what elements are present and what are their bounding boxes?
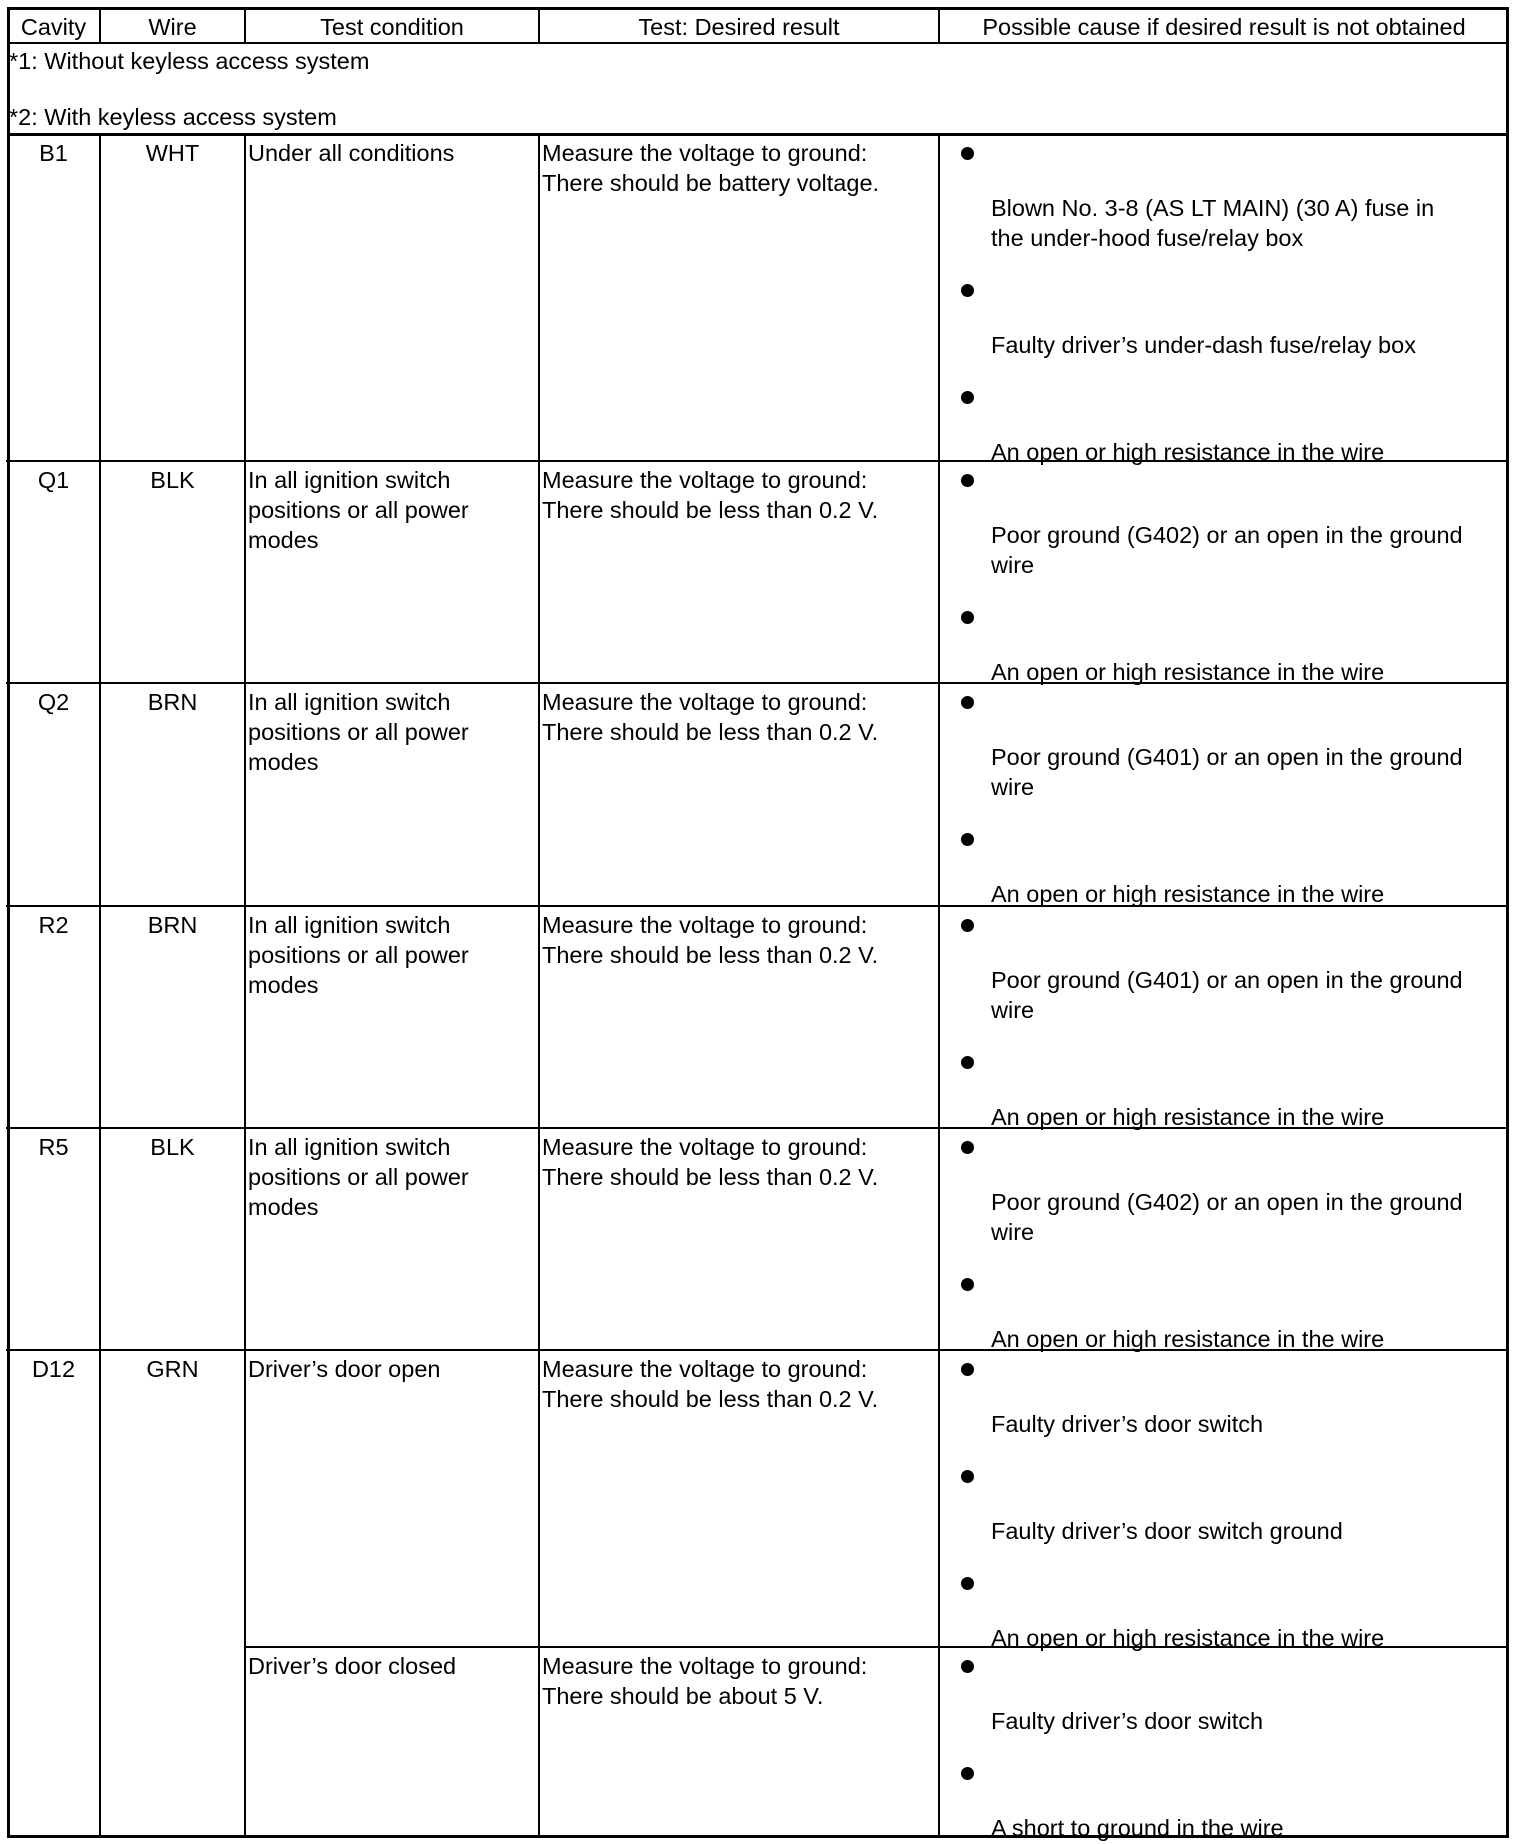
test-condition-text: modes xyxy=(248,527,319,553)
cavity-cell: R5 xyxy=(38,1134,69,1160)
desired-result-text: There should be less than 0.2 V. xyxy=(542,1386,879,1412)
header-column-divider xyxy=(538,7,540,43)
column-divider xyxy=(99,906,101,1128)
test-condition-text: Driver’s door open xyxy=(248,1356,441,1382)
cavity-cell: B1 xyxy=(39,140,68,166)
possible-cause-text: Faulty driver’s door switch ground xyxy=(991,1518,1343,1544)
test-condition-text: modes xyxy=(248,972,319,998)
bullet-icon xyxy=(961,696,974,709)
desired-result-text: Measure the voltage to ground: xyxy=(542,467,868,493)
test-condition-text: In all ignition switch xyxy=(248,689,451,715)
test-condition-text: Driver’s door closed xyxy=(248,1653,457,1679)
bullet-icon xyxy=(961,1660,974,1673)
column-divider xyxy=(938,1350,940,1647)
test-condition-text: modes xyxy=(248,749,319,775)
bullet-icon xyxy=(961,611,974,624)
bullet-icon xyxy=(961,284,974,297)
header-column-divider xyxy=(244,7,246,43)
wire-cell: BRN xyxy=(147,689,198,715)
column-divider xyxy=(538,461,540,683)
column-header: Cavity xyxy=(20,14,87,40)
bullet-icon xyxy=(961,1767,974,1780)
column-divider xyxy=(938,461,940,683)
column-divider xyxy=(244,1350,246,1647)
wire-cell: BRN xyxy=(147,912,198,938)
possible-cause-text: Faulty driver’s door switch xyxy=(991,1708,1264,1734)
column-divider xyxy=(938,134,940,461)
column-divider xyxy=(938,683,940,906)
notes-divider xyxy=(7,133,1509,136)
test-condition-text: positions or all power xyxy=(248,719,469,745)
possible-cause-text: An open or high resistance in the wire xyxy=(991,659,1385,685)
bullet-icon xyxy=(961,147,974,160)
header-divider xyxy=(7,42,1509,44)
cavity-cell: D12 xyxy=(31,1356,76,1382)
test-condition-text: In all ignition switch xyxy=(248,1134,451,1160)
column-divider xyxy=(538,1350,540,1647)
test-condition-text: In all ignition switch xyxy=(248,912,451,938)
desired-result-text: There should be battery voltage. xyxy=(542,170,880,196)
column-divider xyxy=(538,134,540,461)
column-divider xyxy=(99,683,101,906)
test-condition-text: Under all conditions xyxy=(248,140,455,166)
possible-cause-text: wire xyxy=(991,552,1035,578)
test-condition-text: modes xyxy=(248,1194,319,1220)
column-divider xyxy=(538,1647,540,1838)
possible-cause-text: Poor ground (G402) or an open in the ground xyxy=(991,1189,1463,1215)
desired-result-text: Measure the voltage to ground: xyxy=(542,140,868,166)
bullet-icon xyxy=(961,474,974,487)
desired-result-text: There should be less than 0.2 V. xyxy=(542,942,879,968)
test-condition-text: positions or all power xyxy=(248,497,469,523)
bullet-icon xyxy=(961,1278,974,1291)
possible-cause-text: Poor ground (G401) or an open in the ground xyxy=(991,967,1463,993)
bullet-icon xyxy=(961,1141,974,1154)
cavity-cell: Q2 xyxy=(37,689,70,715)
column-divider xyxy=(244,134,246,461)
possible-cause-text: An open or high resistance in the wire xyxy=(991,439,1385,465)
column-divider xyxy=(938,906,940,1128)
possible-cause-text: Faulty driver’s door switch xyxy=(991,1411,1264,1437)
column-divider xyxy=(938,1647,940,1838)
bullet-icon xyxy=(961,391,974,404)
wire-cell: WHT xyxy=(145,140,200,166)
table-border-right xyxy=(1506,7,1509,1838)
column-header: Test condition xyxy=(320,14,464,40)
desired-result-text: Measure the voltage to ground: xyxy=(542,1134,868,1160)
bullet-icon xyxy=(961,1577,974,1590)
column-divider xyxy=(99,1350,101,1647)
bullet-icon xyxy=(961,1056,974,1069)
column-divider xyxy=(99,1128,101,1350)
footnote: *2: With keyless access system xyxy=(9,104,337,130)
desired-result-text: There should be about 5 V. xyxy=(542,1683,824,1709)
possible-cause-text: Poor ground (G402) or an open in the ground xyxy=(991,522,1463,548)
column-divider xyxy=(244,1647,246,1838)
table-border-top xyxy=(7,7,1509,10)
wire-cell: BLK xyxy=(150,1134,195,1160)
table-border-bottom xyxy=(7,1835,1509,1838)
column-divider xyxy=(938,1128,940,1350)
wire-cell: GRN xyxy=(146,1356,199,1382)
possible-cause-text: Poor ground (G401) or an open in the ground xyxy=(991,744,1463,770)
desired-result-text: Measure the voltage to ground: xyxy=(542,689,868,715)
bullet-icon xyxy=(961,833,974,846)
column-divider xyxy=(538,683,540,906)
bullet-icon xyxy=(961,1363,974,1376)
header-column-divider xyxy=(938,7,940,43)
desired-result-text: Measure the voltage to ground: xyxy=(542,912,868,938)
column-header: Possible cause if desired result is not obtained xyxy=(982,14,1466,40)
footnote: *1: Without keyless access system xyxy=(9,48,370,74)
wire-cell: BLK xyxy=(150,467,195,493)
desired-result-text: There should be less than 0.2 V. xyxy=(542,497,879,523)
possible-cause-text: An open or high resistance in the wire xyxy=(991,1326,1385,1352)
column-divider xyxy=(99,461,101,683)
column-divider xyxy=(99,134,101,461)
bullet-icon xyxy=(961,919,974,932)
possible-cause-text: An open or high resistance in the wire xyxy=(991,1104,1385,1130)
desired-result-text: Measure the voltage to ground: xyxy=(542,1653,868,1679)
possible-cause-text: wire xyxy=(991,1219,1035,1245)
header-column-divider xyxy=(99,7,101,43)
test-condition-text: positions or all power xyxy=(248,1164,469,1190)
column-header: Test: Desired result xyxy=(638,14,840,40)
column-divider xyxy=(99,1647,101,1838)
column-divider xyxy=(538,906,540,1128)
possible-cause-text: An open or high resistance in the wire xyxy=(991,881,1385,907)
column-divider xyxy=(244,683,246,906)
cavity-cell: R2 xyxy=(38,912,69,938)
test-condition-text: In all ignition switch xyxy=(248,467,451,493)
cavity-cell: Q1 xyxy=(37,467,70,493)
bullet-icon xyxy=(961,1470,974,1483)
desired-result-text: There should be less than 0.2 V. xyxy=(542,719,879,745)
column-divider xyxy=(538,1128,540,1350)
possible-cause-text: Faulty driver’s under-dash fuse/relay box xyxy=(991,332,1416,358)
column-divider xyxy=(244,906,246,1128)
possible-cause-text: wire xyxy=(991,774,1035,800)
test-condition-text: positions or all power xyxy=(248,942,469,968)
column-divider xyxy=(244,1128,246,1350)
desired-result-text: There should be less than 0.2 V. xyxy=(542,1164,879,1190)
possible-cause-text: wire xyxy=(991,997,1035,1023)
desired-result-text: Measure the voltage to ground: xyxy=(542,1356,868,1382)
possible-cause-text: A short to ground in the wire xyxy=(991,1815,1284,1841)
possible-cause-text: An open or high resistance in the wire xyxy=(991,1625,1385,1651)
column-divider xyxy=(244,461,246,683)
column-header: Wire xyxy=(148,14,197,40)
possible-cause-text: the under-hood fuse/relay box xyxy=(991,225,1304,251)
possible-cause-text: Blown No. 3-8 (AS LT MAIN) (30 A) fuse in xyxy=(991,195,1435,221)
